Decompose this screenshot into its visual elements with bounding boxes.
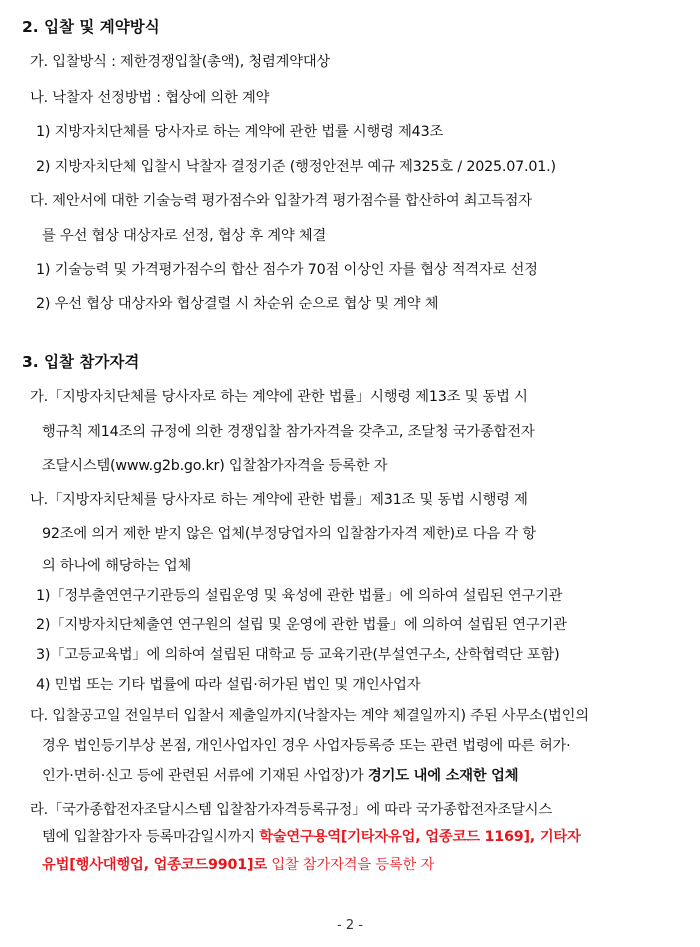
s2-item-da-2: 2) 우선 협상 대상자와 협상결렬 시 차순위 순으로 협상 및 계약 체 <box>36 296 439 312</box>
s3-item-ga-line2: 행규칙 제14조의 규정에 의한 경쟁입찰 참가자격을 갖추고, 조달청 국가종합전자 <box>42 424 535 440</box>
s3-item-da-line1: 다. 입찰공고일 전일부터 입찰서 제출일까지(낙찰자는 계약 체결일까지) 주된 사무소(법인의 <box>30 708 589 724</box>
s3-item-ra-line1: 라.「국가종합전자조달시스템 입찰참가자격등록규정」에 따라 국가종합전자조달시스 <box>30 802 552 818</box>
s3-ra-line2-text: 템에 입찰참가자 등록마감일시까지 <box>42 829 260 845</box>
s3-item-na-3: 3)「고등교육법」에 의하여 설립된 대학교 등 교육기관(부설연구소, 산학협력단 포함) <box>36 647 560 663</box>
s2-item-da-1: 1) 기술능력 및 가격평가점수의 합산 점수가 70점 이상인 자를 협상 적격자로 선정 <box>36 262 538 278</box>
s3-item-da-line3 <box>42 766 518 786</box>
s3-item-na-line1: 나.「지방자치단체를 당사자로 하는 계약에 관한 법률」제31조 및 동법 시행령 제 <box>30 492 528 508</box>
section-2-heading: 2. 입찰 및 계약방식 <box>22 18 160 36</box>
s3-da-line3-text: 인가·면허·신고 등에 관련된 서류에 기재된 사업장)가 <box>42 768 368 784</box>
s3-item-ra-line2 <box>42 827 581 847</box>
section-3-heading: 3. 입찰 참가자격 <box>22 353 140 371</box>
s3-ra-event-agency-highlight: 유법[행사대행업, 업종코드9901]로 <box>42 857 267 873</box>
page-number: - 2 - <box>337 918 363 933</box>
s2-item-na-1: 1) 지방자치단체를 당사자로 하는 계약에 관한 법률 시행령 제43조 <box>36 124 444 140</box>
s3-ra-industry-code-highlight: 학술연구용역[기타자유업, 업종코드 1169], 기타자 <box>259 829 581 845</box>
s3-item-ra-line3 <box>42 855 434 875</box>
s3-ra-line3-text: 입찰 참가자격을 등록한 자 <box>267 857 435 873</box>
s2-item-na: 나. 낙찰자 선정방법 : 협상에 의한 계약 <box>30 90 270 106</box>
s3-item-na-2: 2)「지방자치단체출연 연구원의 설립 및 운영에 관한 법률」에 의하여 설립된 연구기관 <box>36 617 567 633</box>
s3-item-na-line2: 92조에 의거 제한 받지 않은 업체(부정당업자의 입찰참가자격 제한)로 다음 각 항 <box>42 526 536 542</box>
s2-item-ga: 가. 입찰방식 : 제한경쟁입찰(총액), 청렴계약대상 <box>30 54 331 70</box>
s3-item-na-4: 4) 민법 또는 기타 법률에 따라 설립·허가된 법인 및 개인사업자 <box>36 677 421 693</box>
s3-item-ga-line1: 가.「지방자치단체를 당사자로 하는 계약에 관한 법률」시행령 제13조 및 동법 시 <box>30 389 528 405</box>
s3-item-da-line2: 경우 법인등기부상 본점, 개인사업자인 경우 사업자등록증 또는 관련 법령에 따른 허가· <box>42 738 571 754</box>
s2-item-na-2: 2) 지방자치단체 입찰시 낙찰자 결정기준 (행정안전부 예규 제325호 / 2025.07.01.) <box>36 159 556 175</box>
s2-item-da-line2: 를 우선 협상 대상자로 선정, 협상 후 계약 체결 <box>42 228 327 244</box>
s3-da-gyeonggi-highlight: 경기도 내에 소재한 업체 <box>367 768 519 784</box>
s3-item-na-1: 1)「정부출연연구기관등의 설립운영 및 육성에 관한 법률」에 의하여 설립된 연구기관 <box>36 588 563 604</box>
s3-item-ga-line3: 조달시스템(www.g2b.go.kr) 입찰참가자격을 등록한 자 <box>42 458 388 474</box>
s3-item-na-line3: 의 하나에 해당하는 업체 <box>42 558 192 574</box>
s2-item-da-line1: 다. 제안서에 대한 기술능력 평가점수와 입찰가격 평가점수를 합산하여 최고득점자 <box>30 193 532 209</box>
